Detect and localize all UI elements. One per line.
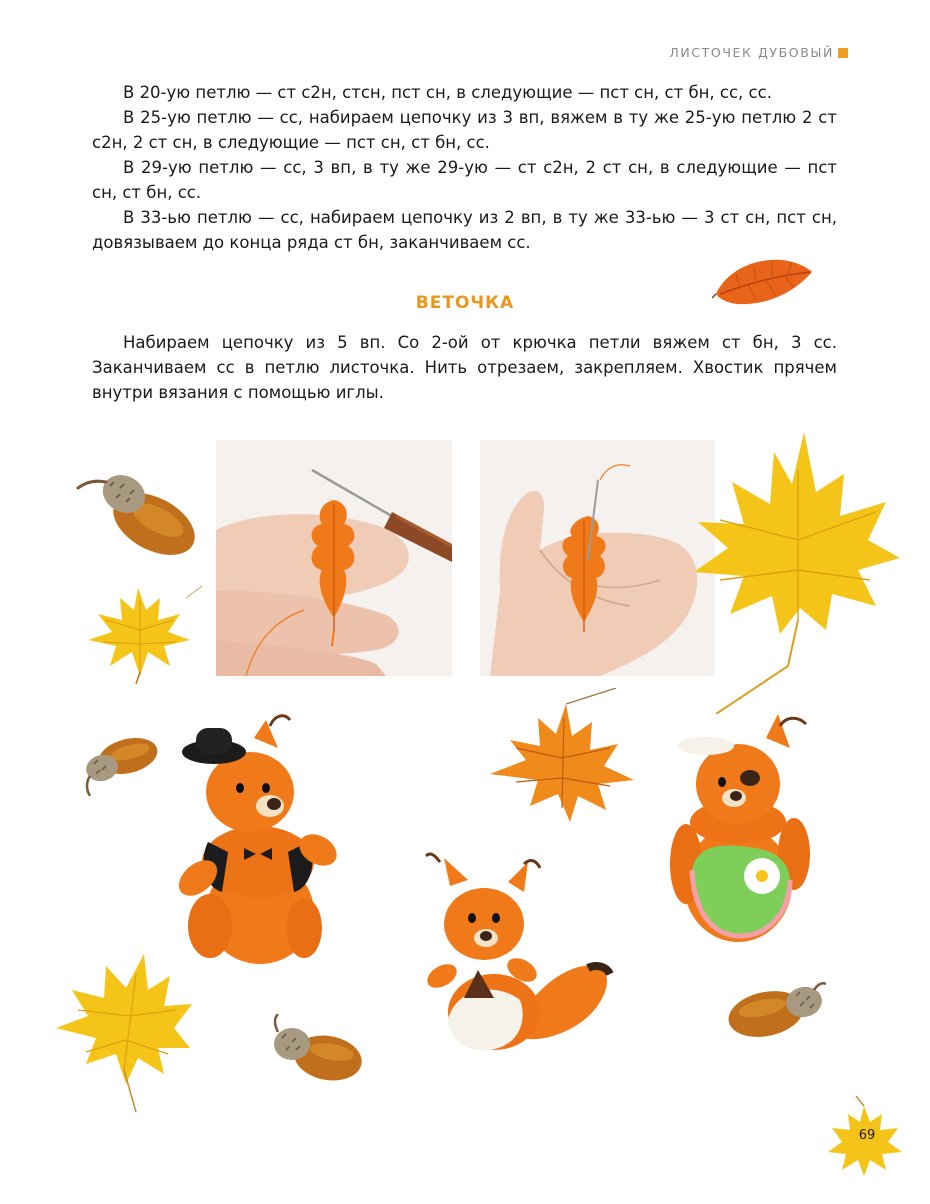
squirrel-toy-photo-chef: [666, 704, 816, 946]
page-number: 69: [858, 1128, 876, 1143]
maple-leaf-icon: [680, 430, 902, 714]
instruction-paragraph: В 29-ую петлю — сс, 3 вп, в ту же 29-ую — ст с2н, 2 ст сн, в следующие — пст сн, ст бн, сс.: [92, 158, 837, 202]
acorn-icon: [74, 468, 200, 560]
oak-leaf-photo-hook: [216, 440, 452, 676]
maple-leaf-icon: [486, 688, 636, 824]
acorn-icon: [270, 1014, 366, 1084]
instruction-paragraph: В 25-ую петлю — сс, набираем цепочку из 3 вп, вяжем в ту же 25-ую петлю 2 ст с2н, 2 ст сн, в следующие — пст сн, ст бн, сс.: [92, 108, 837, 152]
squirrel-toy-photo-baker: [424, 852, 616, 1064]
acorn-icon: [722, 976, 826, 1040]
section-title: ВЕТОЧКА: [415, 293, 515, 313]
maple-leaf-icon: [80, 580, 204, 684]
header-square-icon: [838, 48, 848, 58]
running-header: ЛИСТОЧЕК ДУБОВЫЙ: [669, 45, 834, 60]
instruction-paragraph: В 33-ью петлю — сс, набираем цепочку из 2 вп, в ту же 33-ью — 3 ст сн, пст сн, довязываем до конца ряда ст бн, заканчиваем сс.: [92, 208, 837, 252]
squirrel-toy-photo-gentleman: [170, 712, 350, 968]
section-instructions: [92, 330, 837, 405]
maple-leaf-icon: [52, 950, 194, 1112]
acorn-icon: [80, 732, 162, 796]
instruction-paragraph: В 20-ую петлю — ст с2н, стсн, пст сн, в следующие — пст сн, ст бн, сс, сс.: [123, 83, 772, 102]
instruction-paragraph: Набираем цепочку из 5 вп. Со 2-ой от крючка петли вяжем ст бн, 3 сс. Заканчиваем сс в петлю листочка. Нить отрезаем, закрепляем. Хвостик прячем внутри вязания с помощью иглы.: [92, 333, 837, 402]
intro-instructions: [92, 80, 837, 255]
